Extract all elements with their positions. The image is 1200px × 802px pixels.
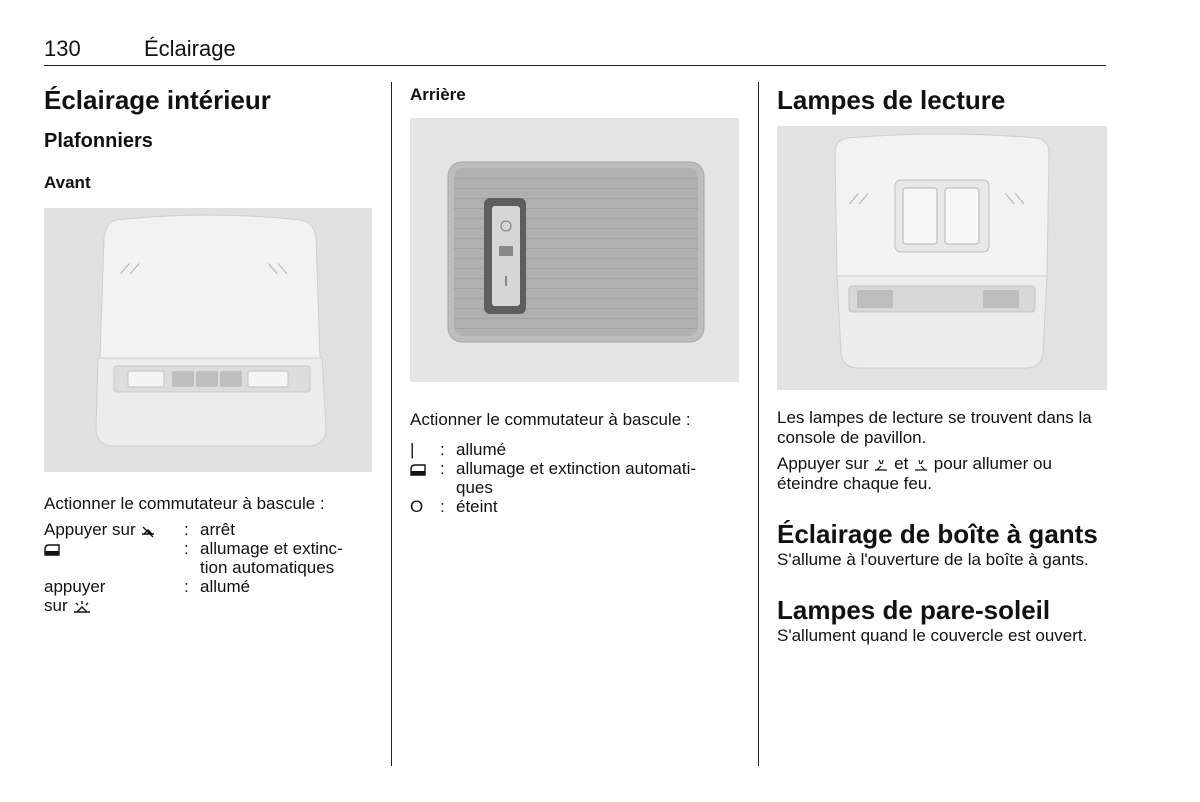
section-title-interior-lighting: Éclairage intérieur [44, 85, 271, 115]
door-auto-icon [410, 464, 426, 476]
sunvisor-text: S'allument quand le couvercle est ouvert. [777, 626, 1088, 645]
legend-key-on: sur [44, 596, 68, 615]
legend-key-press-on: Appuyer sur [44, 520, 136, 539]
legend-row-on: appuyer : allumé [44, 577, 378, 596]
svg-text:⟋⟋: ⟋⟋ [849, 192, 869, 208]
column-divider-1 [391, 82, 392, 766]
rear-legend-key-off: O [410, 497, 424, 516]
section-title-reading-lamps: Lampes de lecture [777, 85, 1006, 115]
column-front-lights [44, 82, 378, 615]
running-title: Éclairage [144, 36, 236, 61]
svg-text:⟋⟋: ⟋⟋ [120, 262, 140, 278]
section-title-sunvisor: Lampes de pare-soleil [777, 595, 1051, 625]
reading-lamps-location: Les lampes de lecture se trouvent dans la console de pavillon. [777, 408, 1092, 447]
rear-legend-desc-auto-1: allumage et extinction automati- [456, 459, 697, 478]
reading-usage-press: Appuyer sur [777, 454, 869, 473]
column-rear-lights [410, 82, 746, 516]
dome-light-on-icon [72, 600, 92, 614]
reading-usage-action: pour allumer ou éteindre chaque feu. [777, 454, 1052, 493]
front-instruction: Actionner le commutateur à bascule : [44, 494, 325, 513]
rear-instruction: Actionner le commutateur à bascule : [410, 410, 691, 429]
reading-lamp-left-icon [873, 458, 889, 472]
reading-lamp-photo [777, 126, 1107, 390]
column-divider-2 [758, 82, 759, 766]
svg-text:⟍⟍: ⟍⟍ [1005, 192, 1025, 208]
subsection-title-dome-lights: Plafonniers [44, 130, 153, 152]
rear-legend-row-auto: : allumage et extinction automati- [410, 459, 746, 478]
legend-desc-auto-1: allumage et extinc- [200, 539, 343, 558]
reading-usage-and: et [894, 454, 909, 473]
legend-desc-on: allumé [200, 577, 251, 596]
column-reading-lamps [777, 82, 1107, 646]
front-dome-light-photo [44, 208, 372, 472]
subsection-title-front: Avant [44, 173, 91, 192]
page-number: 130 [44, 36, 81, 61]
svg-text:⟍⟍: ⟍⟍ [268, 262, 288, 278]
rear-legend-row-on: | : allumé [410, 440, 746, 459]
rear-legend-row-off: O : éteint [410, 497, 746, 516]
legend-row-off: Appuyer sur : arrêt [44, 520, 378, 539]
rear-dome-light-photo [410, 118, 739, 382]
subsection-title-rear: Arrière [410, 85, 466, 104]
dome-light-off-icon [140, 524, 156, 538]
glovebox-text: S'allume à l'ouverture de la boîte à gants. [777, 550, 1089, 569]
front-legend [44, 520, 378, 615]
legend-key-press: appuyer [44, 577, 106, 596]
page-header [44, 36, 1106, 66]
door-auto-icon [44, 544, 60, 556]
rear-legend-desc-off: éteint [456, 497, 498, 516]
rear-legend [410, 440, 746, 516]
rear-legend-desc-auto-2: ques [456, 478, 493, 497]
rear-legend-desc-on: allumé [456, 440, 507, 459]
reading-lamps-usage [777, 454, 1107, 494]
legend-row-auto: : allumage et extinc- [44, 539, 378, 558]
reading-lamp-right-icon [913, 458, 929, 472]
legend-desc-off: arrêt [200, 520, 235, 539]
legend-desc-auto-2: tion automatiques [200, 558, 335, 577]
section-title-glovebox: Éclairage de boîte à gants [777, 519, 1098, 549]
rear-legend-key-on: | [410, 440, 415, 459]
